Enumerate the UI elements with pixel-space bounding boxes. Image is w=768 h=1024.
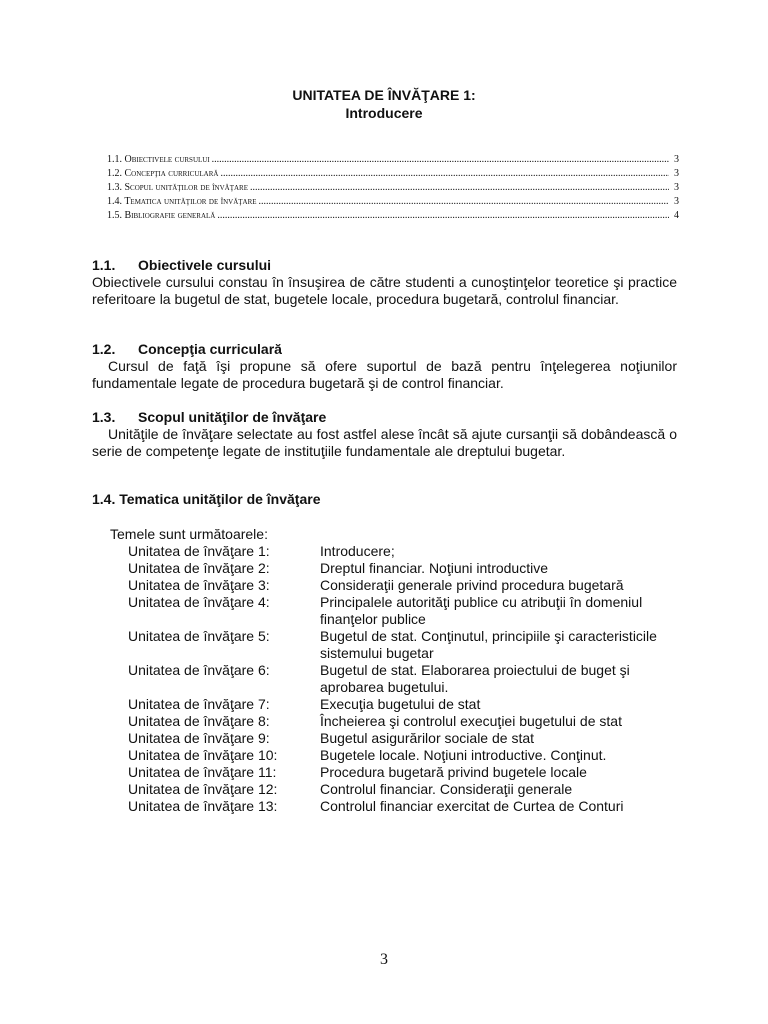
toc-entry-label: 1.1. Obiectivele cursului bbox=[107, 154, 210, 165]
toc-leader-dots bbox=[212, 153, 669, 167]
list-item bbox=[110, 543, 680, 560]
section-title: Tematica unităţilor de învăţare bbox=[119, 491, 321, 507]
unit-label: Unitatea de învăţare 13: bbox=[128, 798, 278, 814]
section-body: Unităţile de învăţare selectate au fost astfel alese încât să ajute cursanţii să dobândească o serie de competenţe legate de instituţiile fundamentale ale dreptului bugetar. bbox=[92, 426, 677, 459]
unit-title-text: Bugetele locale. Noţiuni introductive. Conţinut. bbox=[320, 747, 607, 763]
unit-title-text: Introducere; bbox=[320, 543, 395, 559]
unit-label: Unitatea de învăţare 7: bbox=[128, 696, 270, 712]
section-number: 1.3. bbox=[92, 409, 116, 425]
list-item bbox=[110, 764, 680, 781]
section-heading bbox=[92, 341, 677, 358]
list-item bbox=[110, 696, 680, 713]
unit-label: Unitatea de învăţare 9: bbox=[128, 730, 270, 746]
list-item bbox=[110, 560, 680, 577]
list-item bbox=[110, 713, 680, 730]
unit-title-text: Bugetul de stat. Conţinutul, principiile şi caracteristicile sistemului bugetar bbox=[320, 628, 657, 661]
list-item bbox=[110, 798, 680, 815]
section-title: Concepţia curriculară bbox=[138, 341, 282, 357]
section-heading bbox=[92, 409, 677, 426]
section-themes bbox=[92, 491, 677, 508]
unit-title-text: Dreptul financiar. Noţiuni introductive bbox=[320, 560, 549, 576]
unit-subtitle: Introducere bbox=[345, 105, 423, 121]
section-body: Cursul de faţă îşi propune să ofere suportul de bază pentru înţelegerea noţiunilor fundamentale legate de procedura bugetară şi de control financiar. bbox=[92, 358, 677, 391]
toc-entry[interactable] bbox=[107, 167, 679, 181]
unit-title-text: Controlul financiar exercitat de Curtea de Conturi bbox=[320, 798, 624, 814]
unit-label: Unitatea de învăţare 5: bbox=[128, 628, 270, 644]
toc-entry-page: 3 bbox=[674, 154, 679, 165]
unit-label: Unitatea de învăţare 3: bbox=[128, 577, 270, 593]
toc-entry[interactable] bbox=[107, 195, 679, 209]
unit-label: Unitatea de învăţare 10: bbox=[128, 747, 278, 763]
toc-entry[interactable] bbox=[107, 209, 679, 223]
unit-title-text: Execuţia bugetului de stat bbox=[320, 696, 481, 712]
unit-title-text: Principalele autorităţi publice cu atribuţii în domeniul finanţelor publice bbox=[320, 594, 643, 627]
unit-label: Unitatea de învăţare 1: bbox=[128, 543, 270, 559]
unit-label: Unitatea de învăţare 11: bbox=[128, 764, 277, 780]
toc-entry-label: 1.4. Tematica unităţilor de învăţare bbox=[107, 196, 257, 207]
toc-entry-page: 3 bbox=[674, 182, 679, 193]
page-number: 3 bbox=[380, 951, 388, 968]
unit-title: UNITATEA DE ÎNVĂŢARE 1: bbox=[292, 87, 476, 103]
toc-entry[interactable] bbox=[107, 181, 679, 195]
list-item bbox=[110, 730, 680, 747]
section-scope bbox=[92, 409, 677, 460]
toc-entry-page: 3 bbox=[674, 196, 679, 207]
section-heading bbox=[92, 491, 677, 508]
section-number: 1.4. bbox=[92, 491, 116, 507]
toc-leader-dots bbox=[220, 167, 669, 181]
toc-entry-label: 1.2. Concepţia curriculară bbox=[107, 168, 219, 179]
toc-leader-dots bbox=[259, 195, 669, 209]
list-item bbox=[110, 662, 680, 696]
table-of-contents bbox=[107, 153, 679, 223]
unit-title-text: Procedura bugetară privind bugetele locale bbox=[320, 764, 587, 780]
toc-entry-page: 3 bbox=[674, 168, 679, 179]
section-curricular-concept bbox=[92, 341, 677, 392]
unit-label: Unitatea de învăţare 2: bbox=[128, 560, 270, 576]
toc-leader-dots bbox=[250, 181, 669, 195]
section-objectives bbox=[92, 257, 677, 308]
unit-title-text: Consideraţii generale privind procedura bugetară bbox=[320, 577, 624, 593]
unit-label: Unitatea de învăţare 12: bbox=[128, 781, 278, 797]
unit-title-text: Bugetul asigurărilor sociale de stat bbox=[320, 730, 535, 746]
unit-title-text: Controlul financiar. Consideraţii generale bbox=[320, 781, 573, 797]
list-item bbox=[110, 577, 680, 594]
themes-intro: Temele sunt următoarele: bbox=[110, 526, 268, 542]
list-item bbox=[110, 628, 680, 662]
toc-leader-dots bbox=[217, 209, 669, 223]
unit-title-text: Încheierea şi controlul execuţiei bugetului de stat bbox=[320, 713, 622, 729]
list-item bbox=[110, 747, 680, 764]
section-heading bbox=[92, 257, 677, 274]
list-item bbox=[110, 781, 680, 798]
section-number: 1.1. bbox=[92, 257, 116, 273]
unit-label: Unitatea de învăţare 8: bbox=[128, 713, 270, 729]
toc-entry-label: 1.5. Bibliografie generală bbox=[107, 210, 216, 221]
unit-title-text: Bugetul de stat. Elaborarea proiectului de buget şi aprobarea bugetului. bbox=[320, 662, 630, 695]
unit-label: Unitatea de învăţare 4: bbox=[128, 594, 270, 610]
unit-label: Unitatea de învăţare 6: bbox=[128, 662, 270, 678]
toc-entry[interactable] bbox=[107, 153, 679, 167]
section-title: Obiectivele cursului bbox=[138, 257, 272, 273]
section-number: 1.2. bbox=[92, 341, 116, 357]
toc-entry-label: 1.3. Scopul unităţilor de învăţare bbox=[107, 182, 248, 193]
themes-list bbox=[110, 526, 680, 815]
toc-entry-page: 4 bbox=[674, 210, 679, 221]
section-body: Obiectivele cursului constau în însuşirea de către studenti a cunoştinţelor teoretice şi practice referitoare la bugetul de stat, bugetele locale, procedura bugetară, controlul financiar. bbox=[92, 274, 677, 307]
section-title: Scopul unităţilor de învăţare bbox=[138, 409, 327, 425]
list-item bbox=[110, 594, 680, 628]
